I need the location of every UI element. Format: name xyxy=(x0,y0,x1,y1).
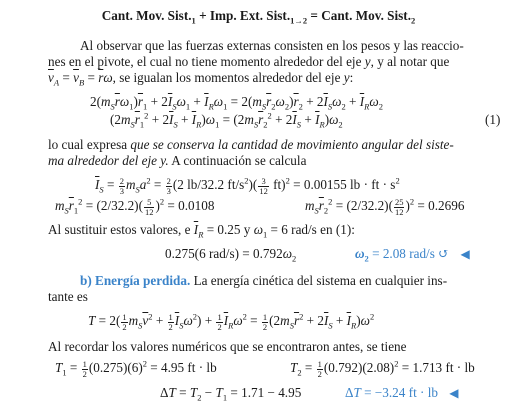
para2-line2 xyxy=(48,153,513,169)
para1-line1: Al observar que las fuerzas externas consisten en los pesos y las reaccio- xyxy=(80,38,464,53)
para2-italic-2: ma alrededor del eje y. xyxy=(48,153,169,168)
para2-post: A continuación se calcula xyxy=(168,153,307,168)
t2-value: $T_2$ = $\frac{1}{2}$ $(0.792)(2.08)^2 = 1.713$ ft · lb xyxy=(290,358,475,379)
para2-pre: lo cual expresa xyxy=(48,137,131,152)
section-b-text2: tante es xyxy=(48,289,88,304)
equation-1: $2(m_S\overline{r}\omega_1)\overline{r}_1 + 2\overline{I}_S\omega_1 + \overline{I}_R\omega_1 = 2(m_S\overline{r}_2\omega_2)\overline{r}_2 + 2\overline{I}_S\omega_2 + \overline{I}_R\omega_2$ xyxy=(90,94,383,112)
calc-r2: $m_S\overline{r}_2^2 = (2/32.2)$( $\frac{25}{12}$ )$^2$ = 0.2696 xyxy=(305,196,465,217)
answer-arrow-icon: ◀ xyxy=(449,386,459,400)
momentum-heading: Cant. Mov. $Sist._1$ + Imp. Ext. $Sist._{1\to 2}$ = Cant. Mov. $Sist._2$ xyxy=(101,8,416,26)
kinetic-energy-equation: T = 2( $\frac{1}{2}$ $m_S\overline{v}^2$ + $\frac{1}{2}$ $\overline{I}_S\omega^2$) + $\frac{1}{2}$ $\overline{I}_R\omega^2$ = $\frac{1}{2}$ $(2m_S\overline{r}^2 + 2\overline{I}_S + \overline{I}_R)\omega^2$ xyxy=(88,311,375,332)
section-b-text: La energía cinética del sistema en cualquier ins- xyxy=(193,273,448,288)
para4: Al recordar los valores numéricos que se encontraron antes, se tiene xyxy=(48,339,407,354)
result-answer: $\omega_2 = 2.08$ rad/s ↺ ◀ xyxy=(355,246,470,264)
calc-is: $\overline{I}_S$ = $\frac{2}{3}$ $m_Sa^2$ = $\frac{2}{3}$ (2 lb/32.2 $ft/s^2$)( $\frac{3}{12}$ ft)$^2$ = 0.00155 lb · ft · $s^2$ xyxy=(95,175,400,196)
para1-line3: $\overline{v}_A = \overline{v}_B = \overline{r}\omega$, se igualan los momentos alrededor del eje y: xyxy=(48,70,354,88)
equation-2: $(2m_S\overline{r}_1^2 + 2\overline{I}_S + \overline{I}_R)\omega_1 = (2m_S\overline{r}_2^2 + 2\overline{I}_S + \overline{I}_R)\omega_2$ xyxy=(110,110,343,130)
delta-t-equation: $\Delta T = T_2 - T_1 = 1.71 - 4.95$ xyxy=(160,385,302,403)
para1-line2: nes en el pivote, el cual no tiene momento alrededor del eje y, y al notar que xyxy=(48,54,450,69)
result-equation: 0.275(6 $rad/s) = 0.792\omega_2$ xyxy=(165,246,297,264)
para2-line1 xyxy=(48,137,513,153)
section-b xyxy=(80,273,510,289)
calc-r1: $m_S\overline{r}_1^2 = (2/32.2)$( $\frac{5}{12}$ )$^2$ = 0.0108 xyxy=(55,196,215,217)
section-b-label: b) Energía perdida. xyxy=(80,273,191,288)
t1-value: $T_1$ = $\frac{1}{2}$ $(0.275)(6)^2 = 4.95$ ft · lb xyxy=(55,358,217,379)
para2-italic-1: que se conserva la cantidad de movimiento angular del siste- xyxy=(130,137,454,152)
answer-arrow-icon: ◀ xyxy=(460,247,470,261)
equation-number: (1) xyxy=(485,112,501,127)
delta-t-answer: ΔT = −3.24 ft · lb ◀ xyxy=(345,385,459,400)
para3: Al sustituir estos valores, e $\overline{I}_R = 0.25$ y $\omega_1 = 6$ rad/s en (1): xyxy=(48,222,355,240)
